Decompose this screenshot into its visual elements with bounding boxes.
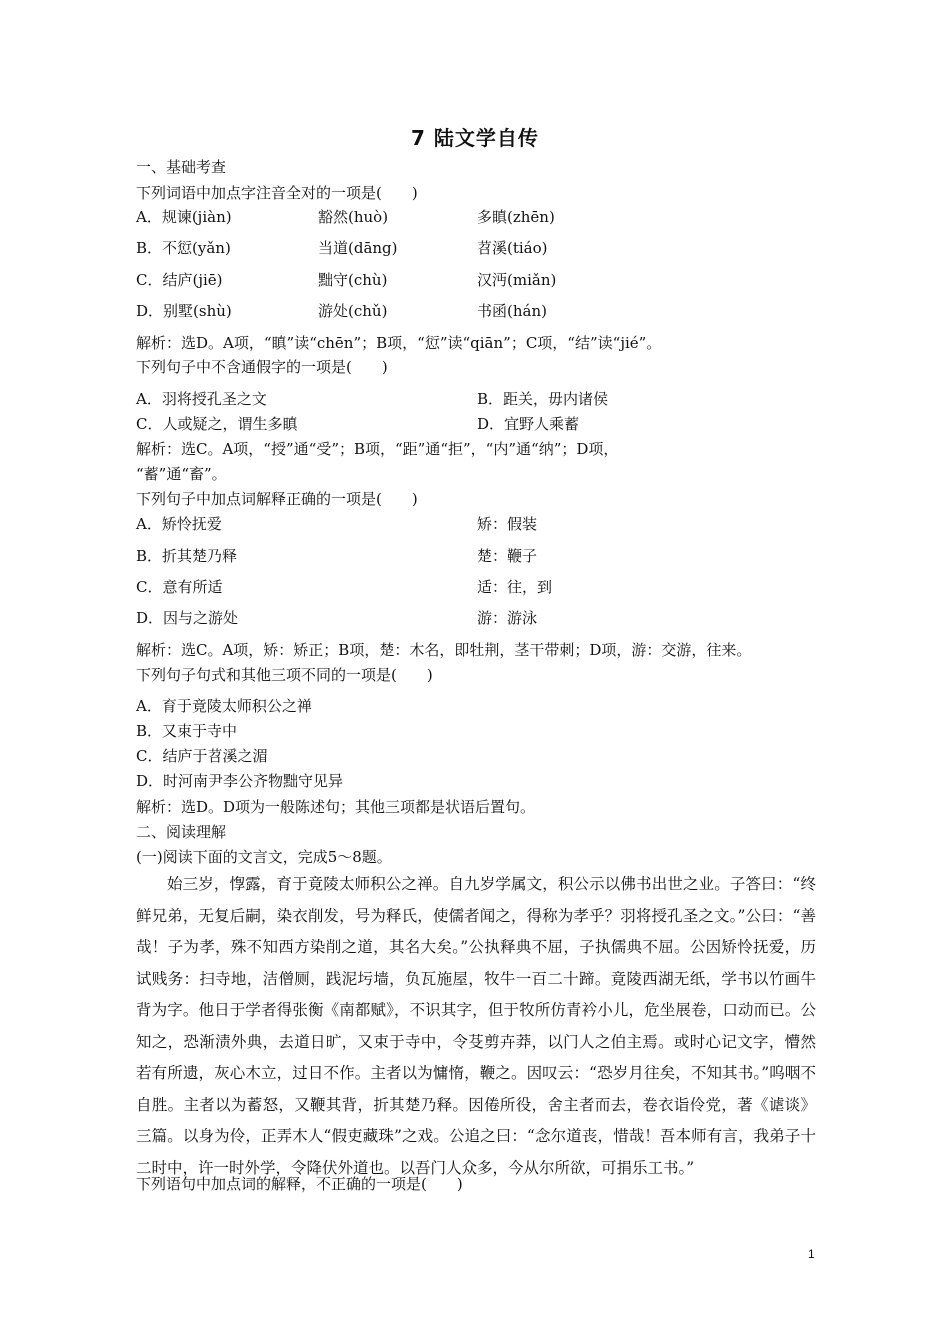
page-number: 1 [808, 1247, 815, 1261]
q1-stem: 下列词语中加点字注音全对的一项是( ) [136, 184, 418, 202]
q1-option-d-1: D．别墅(shù) [136, 302, 232, 320]
q2-answer-line1: 解析：选C。A项，“授”通“受”；B项，“距”通“拒”，“内”通“纳”；D项， [136, 440, 619, 458]
page-title: 7 陆文学自传 [411, 126, 539, 150]
q2-option-b: B．距关，毋内诸侯 [477, 390, 609, 408]
q2-option-c: C．人或疑之，谓生多瞋 [136, 415, 298, 433]
q1-option-a-1: A．规谏(jiàn) [136, 208, 232, 226]
q3-option-b-gloss: 楚：鞭子 [477, 547, 538, 565]
q3-option-c: C．意有所适 [136, 578, 223, 596]
q1-option-b-3: 苕溪(tiáo) [477, 239, 548, 257]
q1-option-d-2: 游处(chǔ) [318, 302, 388, 320]
q2-stem: 下列句子中不含通假字的一项是( ) [136, 358, 388, 376]
q2-option-d: D．宜野人乘蓄 [477, 415, 580, 433]
q1-answer: 解析：选D。A项，“瞋”读“chēn”；B项，“愆”读“qiān”；C项，“结”读“jié”。 [136, 334, 662, 352]
q2-option-a: A．羽将授孔圣之文 [136, 390, 267, 408]
q1-option-a-2: 豁然(huò) [318, 208, 389, 226]
section-heading-basic: 一、基础考查 [136, 158, 227, 176]
q4-answer: 解析：选D。D项为一般陈述句；其他三项都是状语后置句。 [136, 798, 536, 816]
q3-option-d: D．因与之游处 [136, 609, 239, 627]
q1-option-c-3: 汉沔(miǎn) [477, 271, 557, 289]
q3-option-b: B．折其楚乃释 [136, 547, 238, 565]
section-heading-reading: 二、阅读理解 [136, 823, 227, 841]
q5-stem: 下列语句中加点词的解释，不正确的一项是( ) [136, 1175, 463, 1193]
q1-option-b-1: B．不愆(yǎn) [136, 239, 231, 257]
q4-option-b: B．又束于寺中 [136, 722, 238, 740]
q1-option-c-2: 黜守(chù) [318, 271, 388, 289]
q4-option-c: C．结庐于苕溪之湄 [136, 747, 268, 765]
q4-stem: 下列句子句式和其他三项不同的一项是( ) [136, 666, 433, 684]
q3-option-c-gloss: 适：往，到 [477, 578, 553, 596]
q3-stem: 下列句子中加点词解释正确的一项是( ) [136, 490, 418, 508]
q1-option-a-3: 多瞋(zhēn) [477, 208, 555, 226]
q4-option-d: D．时河南尹李公齐物黜守见异 [136, 772, 344, 790]
q1-option-b-2: 当道(dāng) [318, 239, 398, 257]
q1-option-d-3: 书函(hán) [477, 302, 547, 320]
q1-option-c-1: C．结庐(jiē) [136, 271, 223, 289]
q3-answer: 解析：选C。A项，矫：矫正；B项，楚：木名，即牡荆，茎干带刺；D项，游：交游，往来。 [136, 641, 752, 659]
reading-intro: (一)阅读下面的文言文，完成5～8题。 [136, 848, 392, 866]
q3-option-d-gloss: 游：游泳 [477, 609, 538, 627]
q3-option-a: A．矫怜抚爱 [136, 515, 222, 533]
q4-option-a: A．育于竟陵太师积公之禅 [136, 697, 312, 715]
q2-answer-line2: “蓄”通“畜”。 [136, 465, 227, 483]
classical-passage: 始三岁，惸露，育于竟陵太师积公之禅。自九岁学属文，积公示以佛书出世之业。子答曰：“终鲜兄弟，无复后嗣，染衣削发，号为释氏，使儒者闻之，得称为孝乎？羽将授孔圣之文。”公曰：“善哉！子为孝，殊不知西方染削之道，其名大矣。”公执释典不屈，子执儒典不屈。公因矫怜抚爱，历试贱务：扫寺地，洁僧厕，践泥圬墙，负瓦施屋，牧牛一百二十蹄。竟陵西湖无纸，学书以竹画牛背为字。他日于学者得张衡《南都赋》，不识其字，但于牧所仿青衿小儿，危坐展卷，口动而已。公知之，恐渐渍外典，去道日旷，又束于寺中，令芟剪卉莽，以门人之伯主焉。或时心记文字，懵然若有所遗，灰心木立，过日不作。主者以为慵惰，鞭之。因叹云：“恐岁月往矣，不知其书。”呜咽不自胜。主者以为蓄怒，又鞭其背，折其楚乃释。因倦所役，舍主者而去，卷衣诣伶党，著《谑谈》三篇。以身为伶，正弄木人“假吏藏珠”之戏。公追之曰：“念尔道丧，惜哉！吾本师有言，我弟子十二时中，许一时外学，令降伏外道也。以吾门人众多，今从尔所欲，可捐乐工书。” [136, 875, 816, 1177]
q3-option-a-gloss: 矫：假装 [477, 515, 538, 533]
